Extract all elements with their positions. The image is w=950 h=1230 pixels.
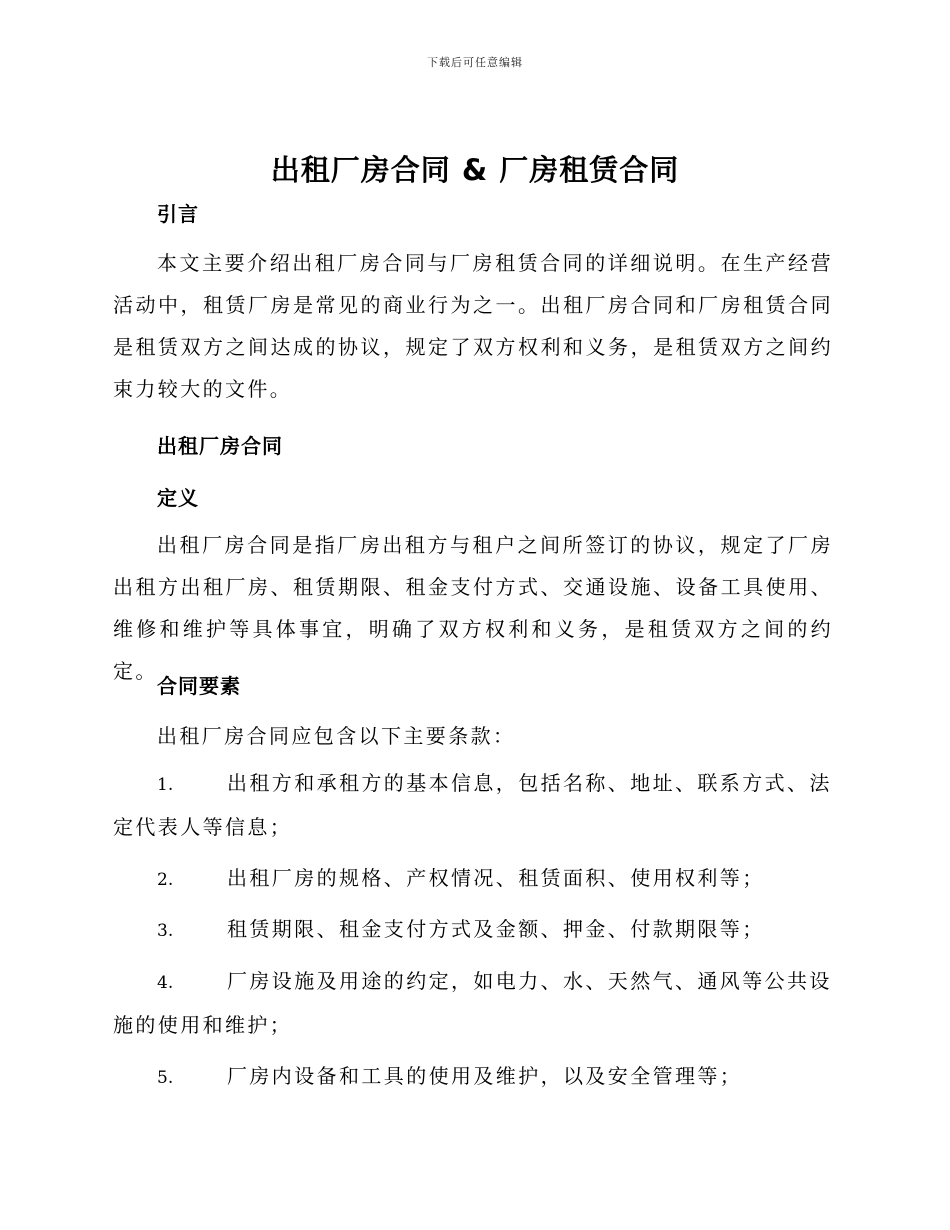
header-note: 下载后可任意编辑 bbox=[427, 56, 523, 69]
definition-heading: 定义 bbox=[157, 486, 199, 510]
list-item-text: 出租厂房的规格、产权情况、租赁面积、使用权利等； bbox=[227, 866, 765, 890]
list-item-number: 4. bbox=[157, 973, 174, 993]
list-item bbox=[113, 857, 833, 901]
document-title: 出租厂房合同 & 厂房租赁合同 bbox=[270, 153, 680, 187]
list-item bbox=[113, 762, 833, 848]
intro-heading: 引言 bbox=[157, 202, 199, 226]
list-item-number: 3. bbox=[157, 921, 174, 941]
list-item bbox=[113, 960, 833, 1046]
list-item-number: 5. bbox=[157, 1068, 174, 1088]
list-item bbox=[113, 908, 833, 952]
list-item-number: 1. bbox=[157, 775, 174, 795]
list-item-text: 租赁期限、租金支付方式及金额、押金、付款期限等； bbox=[227, 917, 765, 941]
lease-contract-heading: 出租厂房合同 bbox=[157, 434, 283, 458]
definition-paragraph: 出租厂房合同是指厂房出租方与租户之间所签订的协议，规定了厂房出租方出租厂房、租赁期限、租金支付方式、交通设施、设备工具使用、维修和维护等具体事宜，明确了双方权利和义务，是租赁双方之间的约定。 bbox=[113, 533, 833, 683]
list-item-text: 厂房设施及用途的约定，如电力、水、天然气、通风等公共设施的使用和维护； bbox=[113, 969, 832, 1037]
elements-heading: 合同要素 bbox=[157, 674, 241, 698]
list-item-number: 2. bbox=[157, 870, 174, 890]
elements-intro: 出租厂房合同应包含以下主要条款： bbox=[157, 724, 516, 748]
intro-paragraph: 本文主要介绍出租厂房合同与厂房租赁合同的详细说明。在生产经营活动中，租赁厂房是常见的商业行为之一。出租厂房合同和厂房租赁合同是租赁双方之间达成的协议，规定了双方权利和义务，是租赁双方之间约束力较大的文件。 bbox=[113, 251, 833, 401]
list-item bbox=[113, 1055, 833, 1099]
list-item-text: 厂房内设备和工具的使用及维护，以及安全管理等； bbox=[227, 1064, 743, 1088]
list-item-text: 出租方和承租方的基本信息，包括名称、地址、联系方式、法定代表人等信息； bbox=[113, 771, 832, 839]
